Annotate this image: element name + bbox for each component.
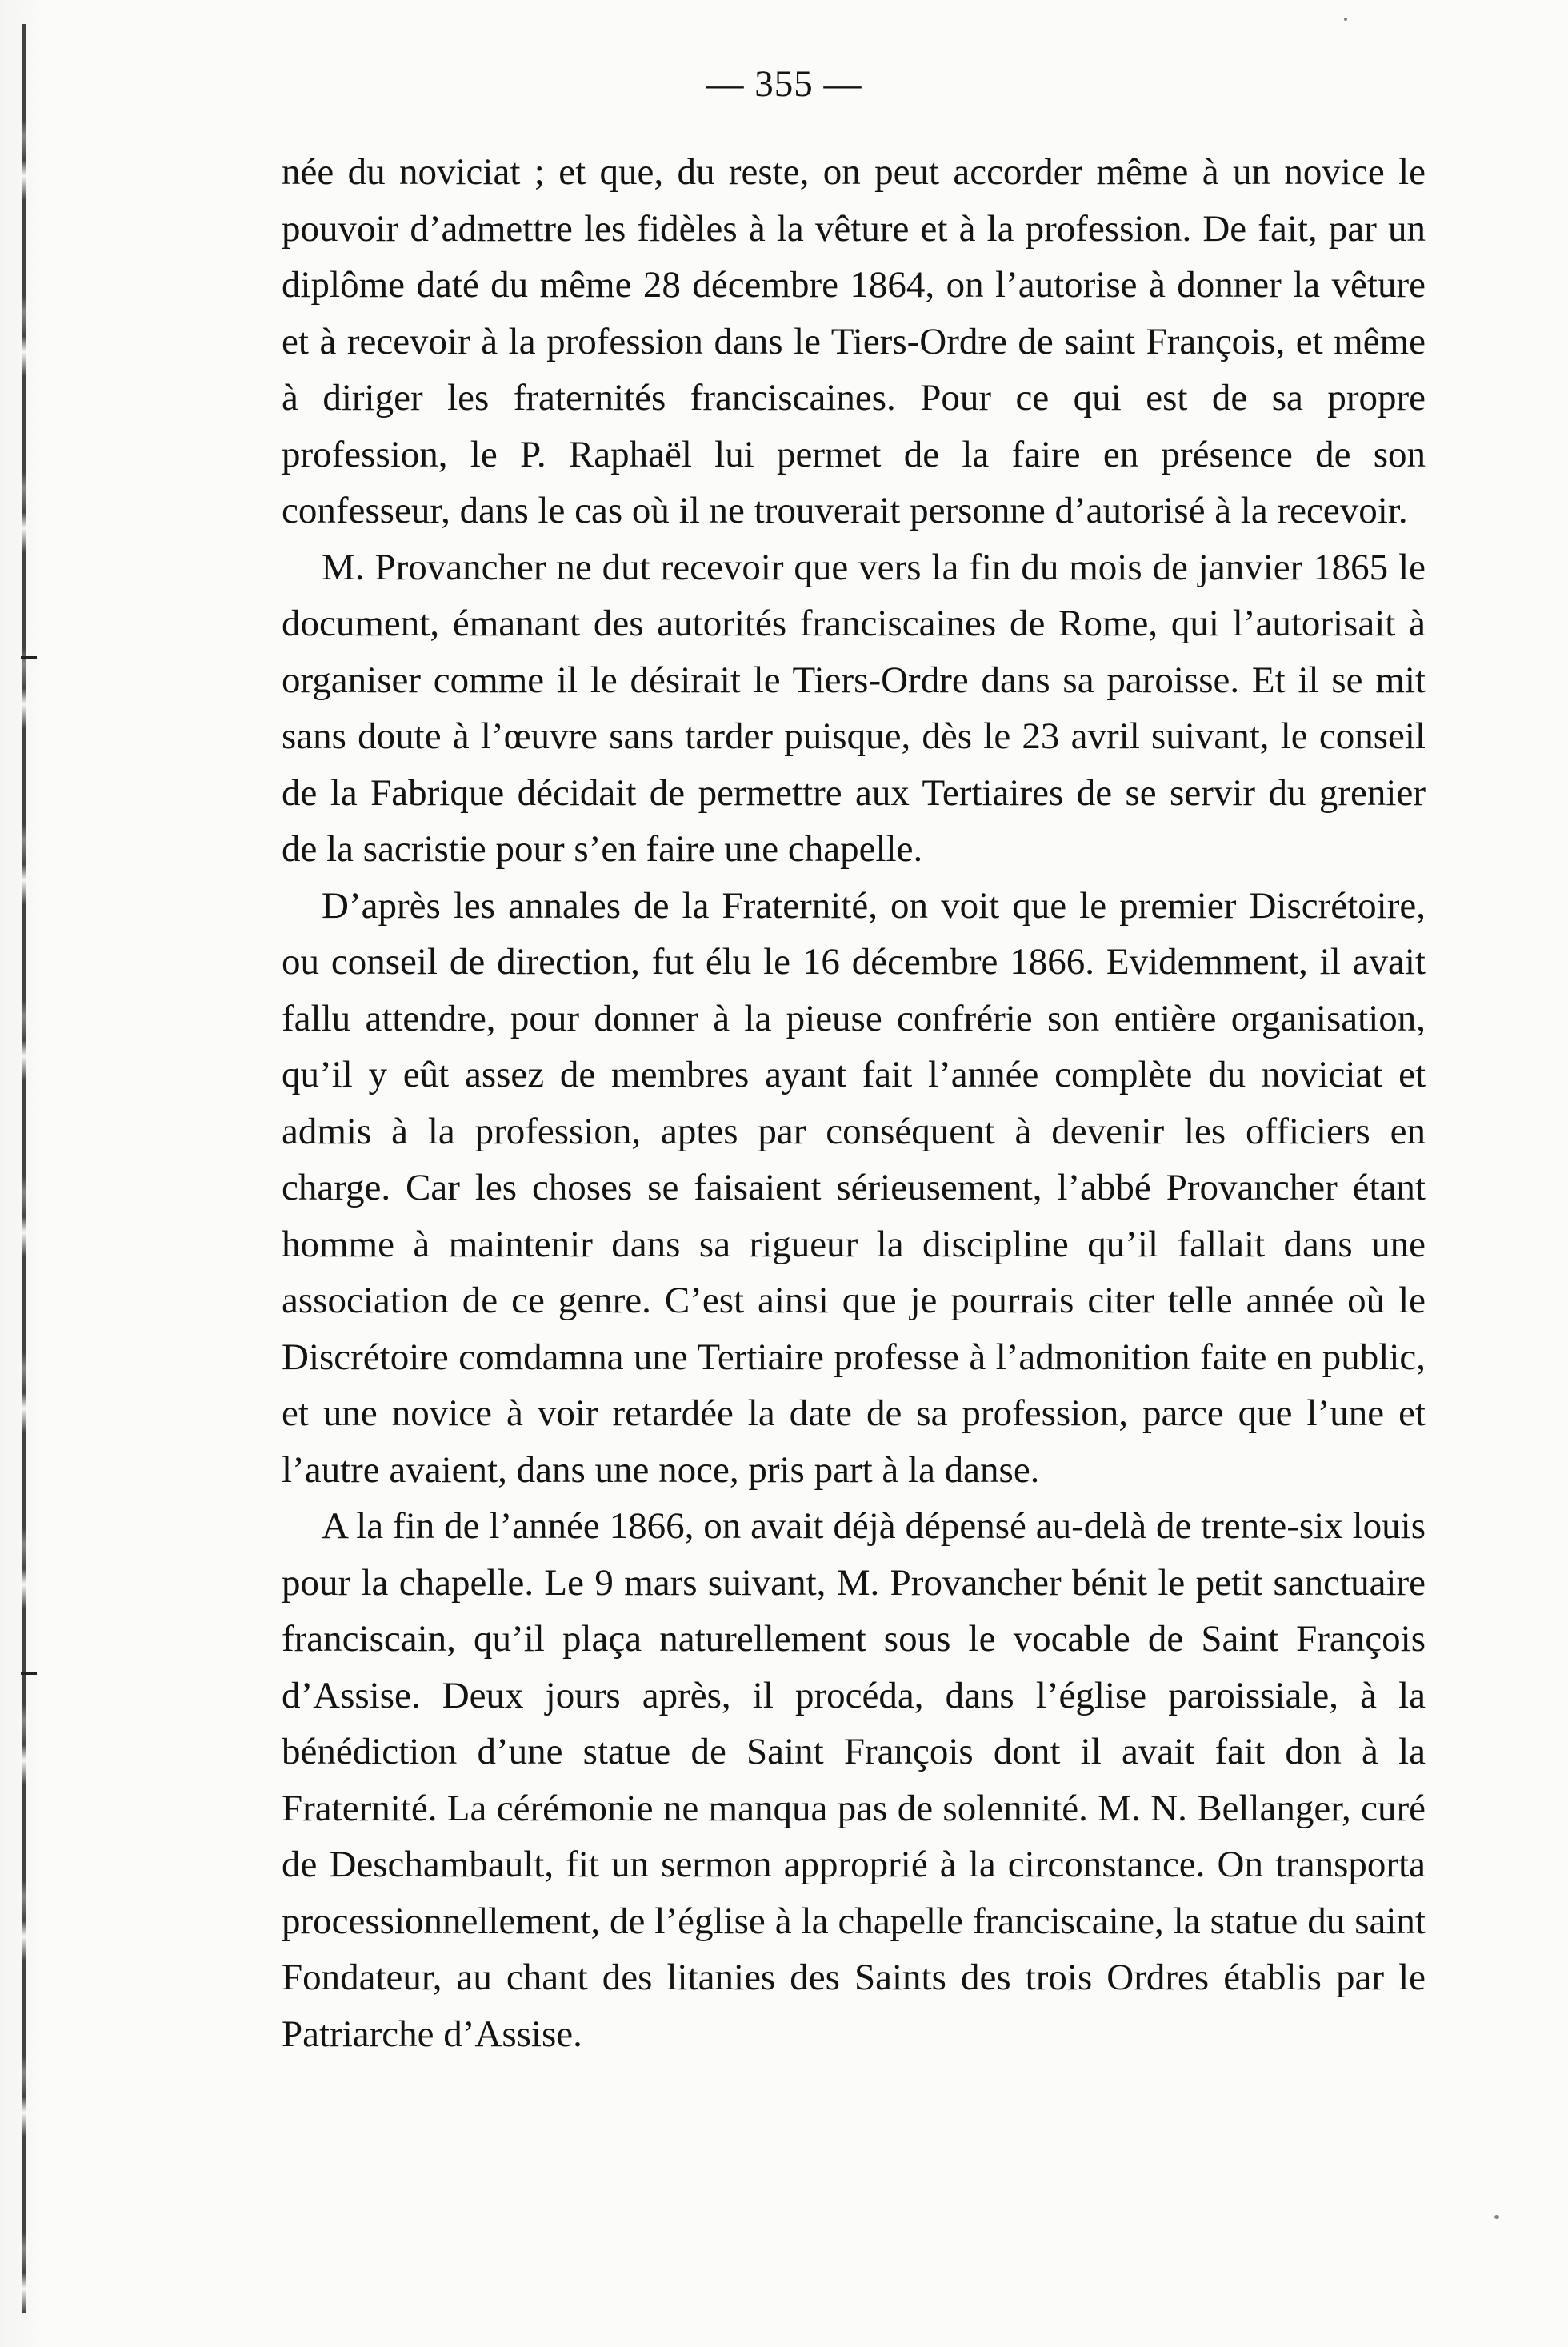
ink-speck — [1344, 18, 1347, 21]
paragraph-4: A la fin de l’année 1866, on avait déjà dépensé au-delà de trente-six louis pour la chapelle. Le 9 mars suivant, M. Provancher bénit le petit sanctuaire franciscain, qu’il plaça naturellement sous le vocable de Saint François d’Assise. Deux jours après, il procéda, dans l’église paroissiale, à la bénédiction d’une statue de Saint François dont il avait fait don à la Fraternité. La cérémonie ne manqua pas de solennité. M. N. Bellanger, curé de Deschambault, fit un sermon approprié à la circonstance. On transporta processionnellement, de l’église à la chapelle franciscaine, la statue du saint Fondateur, au chant des litanies des Saints des trois Ordres établis par le Patriarche d’Assise. — [282, 1505, 1426, 2055]
binding-mark — [21, 656, 37, 659]
binding-shadow-line — [22, 24, 26, 2313]
paragraph-2: M. Provancher ne dut recevoir que vers la fin du mois de janvier 1865 le document, émanant des autorités franciscaines de Rome, qui l’autorisait à organiser comme il le désirait le Tiers-Ordre dans sa paroisse. Et il se mit sans doute à l’œuvre sans tarder puisque, dès le 23 avril suivant, le conseil de la Fabrique décidait de permettre aux Tertiaires de se servir du grenier de la sacristie pour s’en faire une chapelle. — [282, 546, 1426, 870]
paragraph-3: D’après les annales de la Fraternité, on voit que le premier Discrétoire, ou conseil de direction, fut élu le 16 décembre 1866. Evidemment, il avait fallu attendre, pour donner à la pieuse confrérie son entière organisation, qu’il y eût assez de membres ayant fait l’année complète du noviciat et admis à la profession, aptes par conséquent à devenir les officiers en charge. Car les choses se faisaient sérieusement, l’abbé Provancher étant homme à maintenir dans sa rigueur la discipline qu’il fallait dans une association de ce genre. C’est ainsi que je pourrais citer telle année où le Discrétoire comdamna une Tertiaire professe à l’admonition faite en public, et une novice à voir retardée la date de sa profession, parce que l’une et l’autre avaient, dans une noce, pris part à la danse. — [282, 884, 1426, 1491]
ink-speck — [1494, 2215, 1499, 2219]
binding-mark — [21, 1672, 37, 1675]
body-text — [282, 144, 1426, 2062]
page-number: — 355 — — [706, 63, 862, 105]
paragraph-1: née du noviciat ; et que, du reste, on peut accorder même à un novice le pouvoir d’admettre les fidèles à la vêture et à la profession. De fait, par un diplôme daté du même 28 décembre 1864, on l’autorise à donner la vêture et à recevoir à la profession dans le Tiers-Ordre de saint François, et même à diriger les fraternités franciscaines. Pour ce qui est de sa propre profession, le P. Raphaël lui permet de la faire en présence de son confesseur, dans le cas où il ne trouverait personne d’autorisé à la recevoir. — [282, 151, 1426, 531]
